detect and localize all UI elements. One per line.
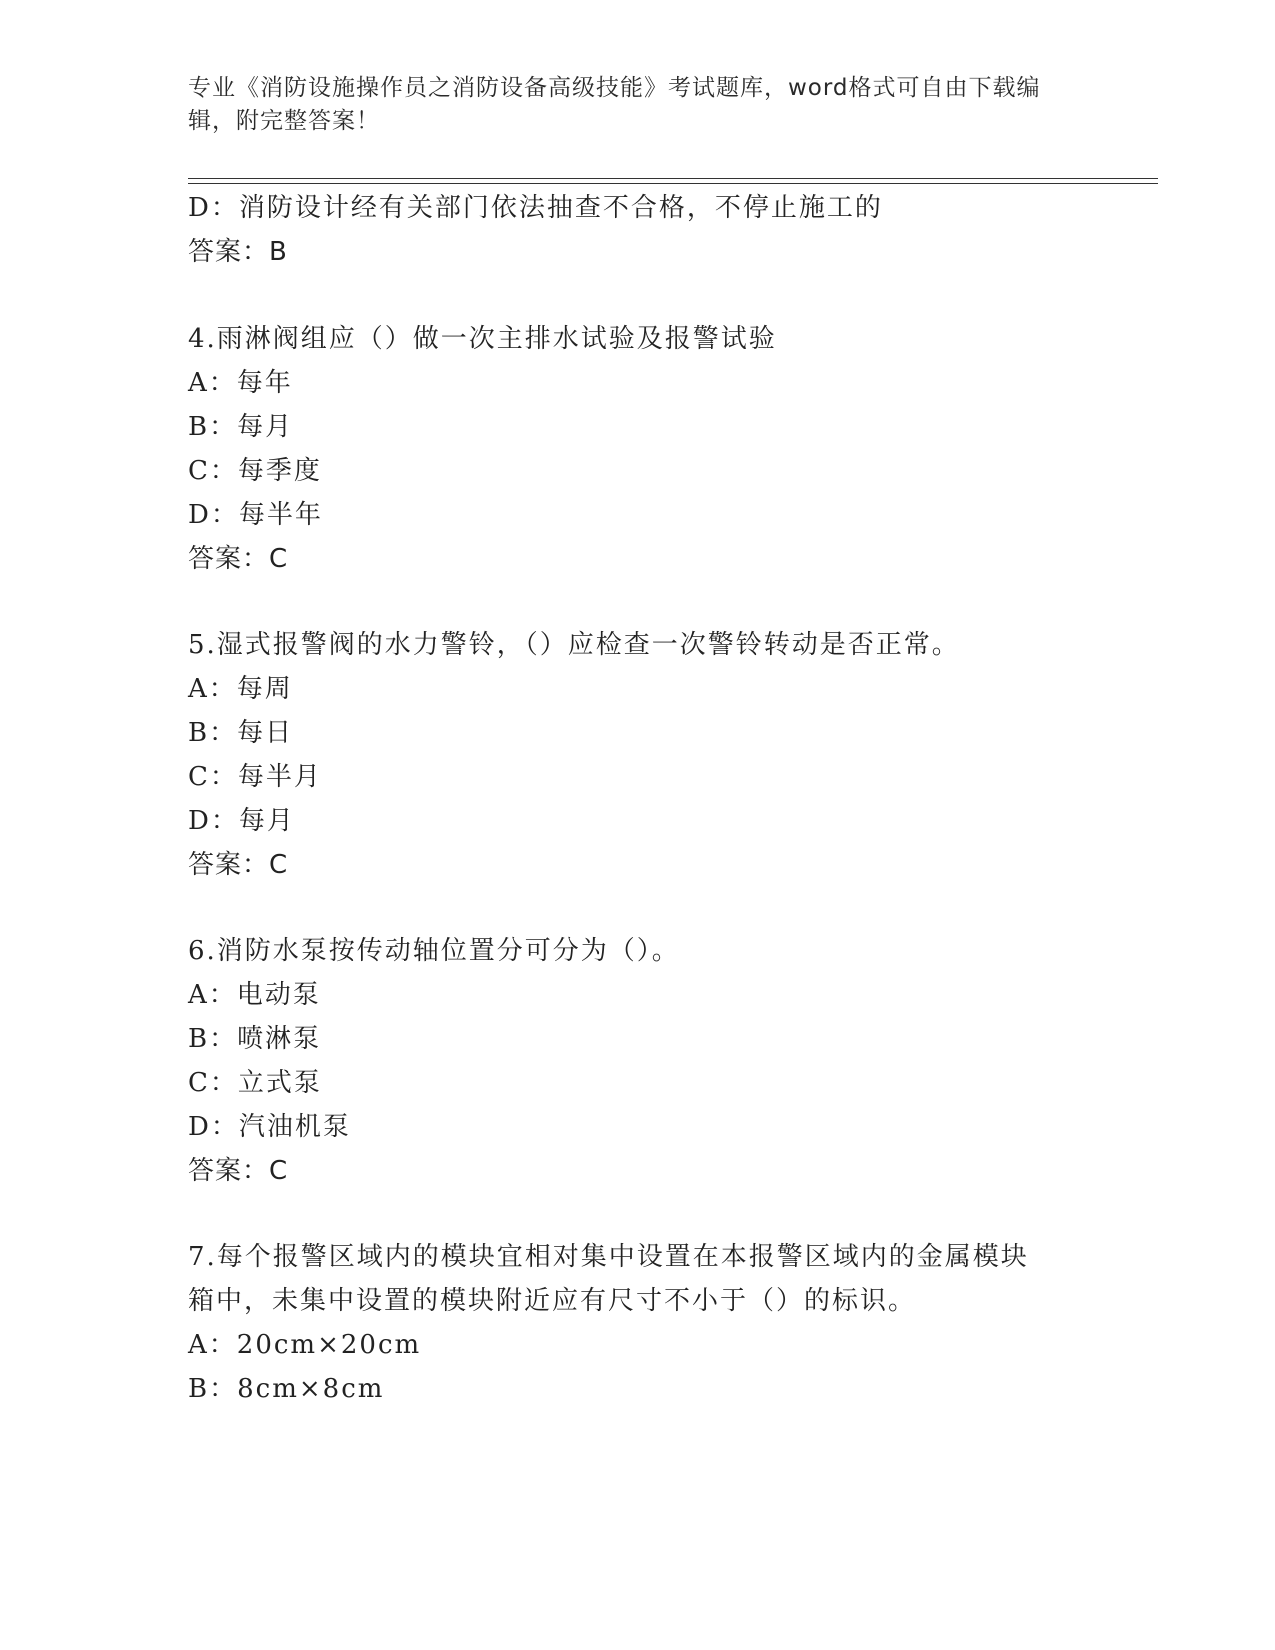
option-c: C：立式泵 (188, 1068, 322, 1098)
question-stem: 6.消防水泵按传动轴位置分可分为（）。 (188, 936, 680, 966)
answer-line: 答案：B (188, 237, 288, 267)
option-a: A：每年 (188, 368, 293, 398)
option-a: A：电动泵 (188, 980, 321, 1010)
option-d: D：每月 (188, 806, 295, 836)
option-a: A：每周 (188, 674, 293, 704)
question-stem-line-2: 箱中，未集中设置的模块附近应有尺寸不小于（）的标识。 (188, 1286, 917, 1316)
option-d: D：每半年 (188, 500, 323, 530)
option-c: C：每半月 (188, 762, 322, 792)
document-header: 专业《消防设施操作员之消防设备高级技能》考试题库，word格式可自由下载编辑，附完整答案！ (188, 75, 1041, 134)
option-a: A：20cm×20cm (188, 1330, 422, 1360)
option-b: B：喷淋泵 (188, 1024, 322, 1054)
answer-line: 答案：C (188, 1156, 289, 1186)
option-b: B：8cm×8cm (188, 1374, 385, 1404)
header-divider-bottom (188, 183, 1158, 184)
option-d: D：汽油机泵 (188, 1112, 351, 1142)
option-b: B：每日 (188, 718, 294, 748)
question-stem: 5.湿式报警阀的水力警铃，（）应检查一次警铃转动是否正常。 (188, 630, 960, 660)
header-divider-top (188, 178, 1158, 179)
answer-line: 答案：C (188, 850, 289, 880)
option-b: B：每月 (188, 412, 294, 442)
question-stem: 4.雨淋阀组应（）做一次主排水试验及报警试验 (188, 324, 777, 354)
option-c: C：每季度 (188, 456, 322, 486)
option-d: D：消防设计经有关部门依法抽查不合格，不停止施工的 (188, 193, 883, 223)
answer-line: 答案：C (188, 544, 289, 574)
question-stem-line-1: 7.每个报警区域内的模块宜相对集中设置在本报警区域内的金属模块 (188, 1242, 1029, 1272)
